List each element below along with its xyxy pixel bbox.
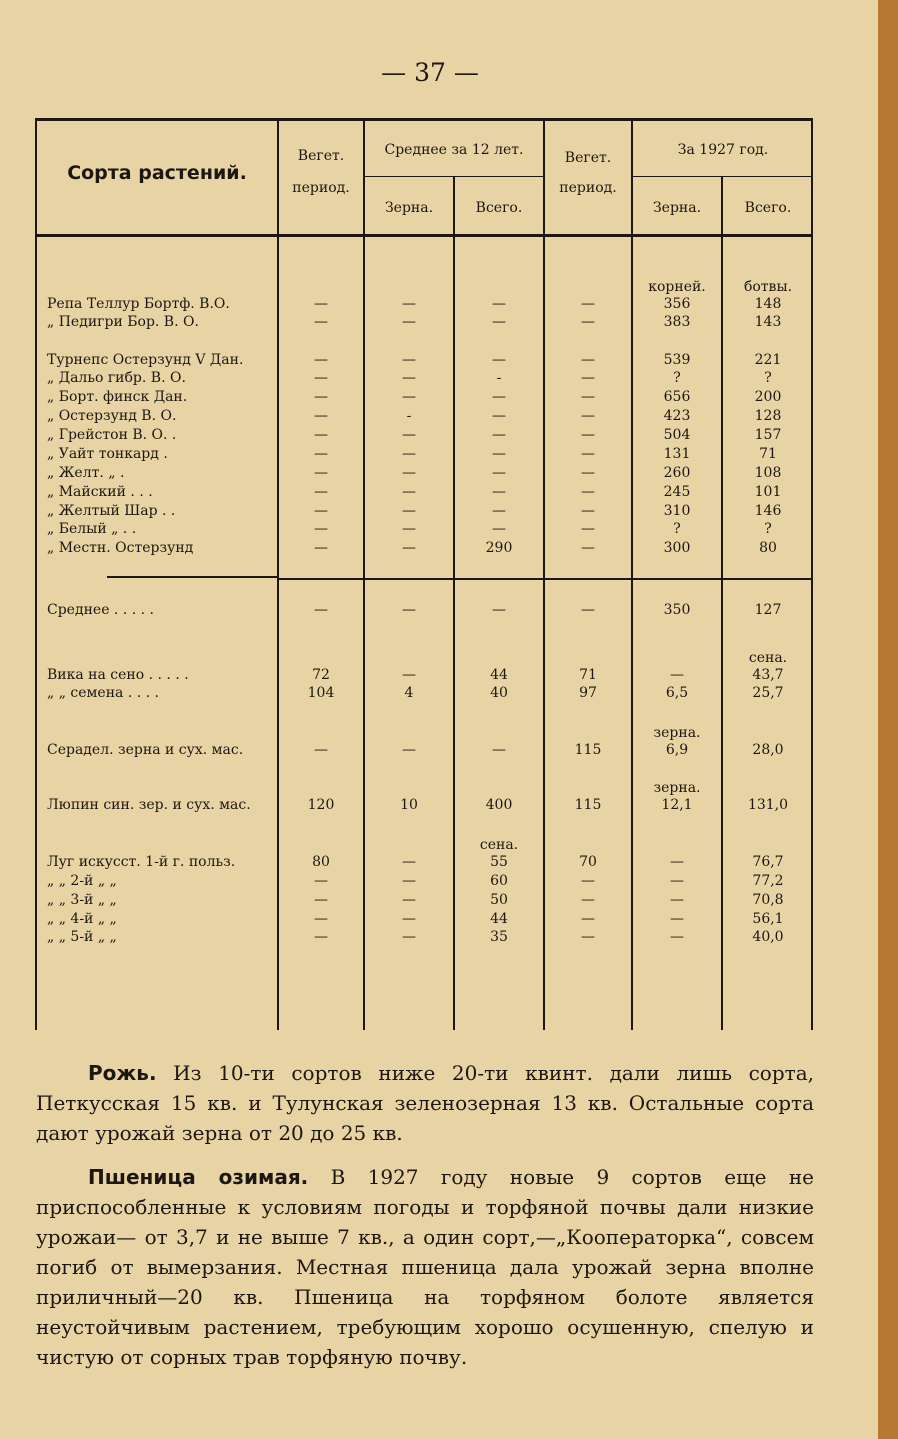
row-label-cell: „ Уайт тонкард . xyxy=(47,446,168,462)
grain-1927-cell: 423 xyxy=(663,408,691,424)
table-row xyxy=(35,666,813,685)
total-1927-cell: 76,7 xyxy=(752,854,784,870)
grain-1927-cell: 6,5 xyxy=(665,685,689,701)
veget-period-1927-cell: 97 xyxy=(579,685,597,701)
total-avg-cell: 44 xyxy=(490,911,508,927)
veget-period-1927-cell: — xyxy=(581,427,595,443)
header-grain-2: Зерна. xyxy=(652,200,702,216)
grain-avg-cell: — xyxy=(402,742,416,758)
total-avg-cell: 55 xyxy=(490,854,508,870)
header-veget-2-bottom: период. xyxy=(559,180,617,196)
total-1927-cell: 157 xyxy=(754,427,782,443)
header-veget-2 xyxy=(545,150,631,196)
total-1927-cell: 71 xyxy=(759,446,777,462)
table-row xyxy=(35,910,813,929)
header-total-2: Всего. xyxy=(744,200,792,216)
grain-avg-cell: — xyxy=(402,503,416,519)
table-row xyxy=(35,601,813,620)
grain-avg-cell: — xyxy=(402,465,416,481)
table-row xyxy=(35,445,813,464)
veget-period-avg-cell: — xyxy=(314,911,328,927)
total-avg-cell: 35 xyxy=(490,929,508,945)
header-grain-1: Зерна. xyxy=(384,200,434,216)
grain-avg-cell: — xyxy=(402,540,416,556)
veget-period-avg-cell: — xyxy=(314,352,328,368)
paragraph-lead: Рожь. xyxy=(88,1061,157,1085)
veget-period-1927-cell: — xyxy=(581,892,595,908)
veget-period-1927-cell: — xyxy=(581,314,595,330)
veget-period-1927-cell: — xyxy=(581,296,595,312)
total-avg-cell: 60 xyxy=(490,873,508,889)
veget-period-avg-cell: — xyxy=(314,602,328,618)
data-table xyxy=(35,118,813,1030)
table-row xyxy=(35,741,813,760)
total-avg-cell: — xyxy=(492,314,506,330)
grain-avg-cell: 4 xyxy=(404,685,414,701)
grain-avg-cell: — xyxy=(402,873,416,889)
grain-1927-cell: 310 xyxy=(663,503,691,519)
row-label-cell: Луг искусст. 1-й г. польз. xyxy=(47,854,236,870)
veget-period-1927-cell: — xyxy=(581,465,595,481)
grain-1927-cell: 131 xyxy=(663,446,691,462)
grain-1927-cell: — xyxy=(670,873,684,889)
veget-period-avg-cell: — xyxy=(314,427,328,443)
total-1927-cell: 28,0 xyxy=(752,742,784,758)
veget-period-avg-cell: — xyxy=(314,742,328,758)
grain-avg-cell: — xyxy=(402,370,416,386)
grain-avg-cell: — xyxy=(402,427,416,443)
grain-1927-cell: 12,1 xyxy=(661,797,693,813)
row-label-cell: „ „ 2-й „ „ xyxy=(47,873,117,889)
grain-avg-cell: — xyxy=(402,352,416,368)
total-avg-cell: 40 xyxy=(490,685,508,701)
row-label-cell: Сeрадел. зерна и сух. мас. xyxy=(47,742,244,758)
grain-1927-cell: 6,9 xyxy=(665,742,689,758)
total-1927-cell: 101 xyxy=(754,484,782,500)
grain-1927-cell: 350 xyxy=(663,602,691,618)
grain-1927-cell: 300 xyxy=(663,540,691,556)
total-1927-cell: 40,0 xyxy=(752,929,784,945)
veget-period-avg-cell: — xyxy=(314,370,328,386)
grain-avg-cell: — xyxy=(402,314,416,330)
grain-1927-cell: зерна. xyxy=(653,780,701,796)
total-avg-cell: — xyxy=(492,352,506,368)
paragraph-lead: Пшеница озимая. xyxy=(88,1165,309,1189)
grain-1927-cell: — xyxy=(670,667,684,683)
paragraph-text: В 1927 году новые 9 сортов еще не приспособленные к условиям погоды и торфяной почвы дали низкие урожаи— от 3,7 и не выше 7 кв., а один сорт,—„Кооператорка“, совсем погиб от вымерзания. Местная пшеница дала урожай зерна вполне приличный—20 кв. Пшеница на торфяном болоте является неустойчивым растением, требующим хорошо осушенную, спелую и чистую от сорных трав торфяную почву. xyxy=(36,1165,814,1369)
grain-avg-cell: — xyxy=(402,521,416,537)
header-bottom-rule xyxy=(35,234,813,237)
veget-period-avg-cell: — xyxy=(314,892,328,908)
paragraph-text: Из 10-ти сортов ниже 20-ти квинт. дали лишь сорта, Петкусская 15 кв. и Тулунская зеленозерная 13 кв. Остальные сорта дают урожай зерна от 20 до 25 кв. xyxy=(36,1061,814,1145)
table-row xyxy=(35,684,813,703)
label-column-sum-rule xyxy=(107,576,279,578)
veget-period-avg-cell: 104 xyxy=(307,685,335,701)
veget-period-1927-cell: — xyxy=(581,484,595,500)
row-label-cell: „ „ 4-й „ „ xyxy=(47,911,117,927)
table-row xyxy=(35,426,813,445)
total-1927-cell: сена. xyxy=(748,650,788,666)
table-row xyxy=(35,388,813,407)
veget-period-1927-cell: 115 xyxy=(574,742,602,758)
table-row xyxy=(35,502,813,521)
total-1927-cell: 128 xyxy=(754,408,782,424)
total-avg-cell: — xyxy=(492,408,506,424)
table-row xyxy=(35,891,813,910)
total-avg-cell: — xyxy=(492,742,506,758)
total-1927-cell: 77,2 xyxy=(752,873,784,889)
row-label-cell: „ Желт. „ . xyxy=(47,465,125,481)
veget-period-1927-cell: — xyxy=(581,370,595,386)
grain-1927-cell: ? xyxy=(673,521,681,537)
table-row xyxy=(35,796,813,815)
total-avg-cell: — xyxy=(492,296,506,312)
total-1927-cell: 80 xyxy=(759,540,777,556)
grain-avg-cell: 10 xyxy=(400,797,418,813)
paragraph-winter-wheat xyxy=(36,1162,814,1372)
table-row xyxy=(35,369,813,388)
veget-period-1927-cell: — xyxy=(581,503,595,519)
grain-avg-cell: — xyxy=(402,911,416,927)
table-row xyxy=(35,407,813,426)
header-veget-1-top: Вегет. xyxy=(297,148,345,164)
veget-period-avg-cell: — xyxy=(314,314,328,330)
text-body xyxy=(36,1058,814,1386)
table-row xyxy=(35,520,813,539)
veget-period-avg-cell: — xyxy=(314,540,328,556)
grain-1927-cell: корней. xyxy=(648,279,706,295)
veget-period-1927-cell: — xyxy=(581,929,595,945)
total-avg-cell: 400 xyxy=(485,797,513,813)
veget-period-1927-cell: — xyxy=(581,540,595,556)
total-avg-cell: 50 xyxy=(490,892,508,908)
row-label-cell: „ Педигри Бор. В. О. xyxy=(47,314,199,330)
total-avg-cell: 290 xyxy=(485,540,513,556)
veget-period-avg-cell: — xyxy=(314,446,328,462)
total-avg-cell: — xyxy=(492,503,506,519)
total-1927-cell: 143 xyxy=(754,314,782,330)
veget-period-avg-cell: — xyxy=(314,465,328,481)
total-avg-cell: — xyxy=(492,602,506,618)
grain-1927-cell: — xyxy=(670,892,684,908)
grain-avg-cell: — xyxy=(402,296,416,312)
grain-1927-cell: — xyxy=(670,929,684,945)
paragraph-rye xyxy=(36,1058,814,1148)
total-1927-cell: ? xyxy=(764,521,772,537)
table-top-rule xyxy=(35,118,813,121)
grain-avg-cell: — xyxy=(402,446,416,462)
veget-period-avg-cell: — xyxy=(314,296,328,312)
total-avg-cell: — xyxy=(492,427,506,443)
veget-period-1927-cell: 70 xyxy=(579,854,597,870)
veget-period-1927-cell: — xyxy=(581,352,595,368)
row-label-cell: Люпин син. зер. и сух. мас. xyxy=(47,797,251,813)
total-1927-cell: 25,7 xyxy=(752,685,784,701)
header-1927: За 1927 год. xyxy=(677,142,769,158)
sum-rule xyxy=(279,578,813,580)
row-label-cell: „ Борт. финск Дан. xyxy=(47,389,188,405)
veget-period-1927-cell: 71 xyxy=(579,667,597,683)
row-label-cell: „ Желтый Шар . . xyxy=(47,503,176,519)
total-avg-cell: 44 xyxy=(490,667,508,683)
total-1927-cell: 146 xyxy=(754,503,782,519)
veget-period-1927-cell: — xyxy=(581,408,595,424)
veget-period-1927-cell: — xyxy=(581,911,595,927)
veget-period-1927-cell: — xyxy=(581,873,595,889)
grain-1927-cell: 504 xyxy=(663,427,691,443)
grain-1927-cell: — xyxy=(670,911,684,927)
grain-1927-cell: 383 xyxy=(663,314,691,330)
grain-1927-cell: 539 xyxy=(663,352,691,368)
table-row xyxy=(35,853,813,872)
veget-period-avg-cell: 80 xyxy=(312,854,330,870)
row-label-cell: Вика на сено . . . . . xyxy=(47,667,189,683)
total-avg-cell: — xyxy=(492,446,506,462)
table-row xyxy=(35,313,813,332)
grain-avg-cell: — xyxy=(402,484,416,500)
total-1927-cell: 200 xyxy=(754,389,782,405)
veget-period-avg-cell: — xyxy=(314,484,328,500)
total-avg-cell: сена. xyxy=(479,837,519,853)
table-row xyxy=(35,928,813,947)
grain-avg-cell: — xyxy=(402,602,416,618)
total-avg-cell: — xyxy=(492,389,506,405)
table-row xyxy=(35,351,813,370)
veget-period-1927-cell: 115 xyxy=(574,797,602,813)
veget-period-avg-cell: — xyxy=(314,408,328,424)
grain-avg-cell: - xyxy=(406,408,412,424)
header-veget-1 xyxy=(279,148,363,196)
row-label-cell: Среднее . . . . . xyxy=(47,602,154,618)
grain-1927-cell: 245 xyxy=(663,484,691,500)
veget-period-avg-cell: 120 xyxy=(307,797,335,813)
total-1927-cell: 108 xyxy=(754,465,782,481)
header-varieties: Сорта растений. xyxy=(67,162,247,184)
veget-period-avg-cell: — xyxy=(314,929,328,945)
grain-1927-cell: зерна. xyxy=(653,725,701,741)
total-1927-cell: 70,8 xyxy=(752,892,784,908)
table-row xyxy=(35,539,813,558)
total-avg-cell: — xyxy=(492,484,506,500)
grain-1927-cell: 656 xyxy=(663,389,691,405)
veget-period-avg-cell: — xyxy=(314,503,328,519)
row-label-cell: „ Белый „ . . xyxy=(47,521,137,537)
grain-1927-cell: 260 xyxy=(663,465,691,481)
total-1927-cell: 148 xyxy=(754,296,782,312)
total-1927-cell: 43,7 xyxy=(752,667,784,683)
total-1927-cell: 56,1 xyxy=(752,911,784,927)
row-label-cell: „ Дальо гибр. В. О. xyxy=(47,370,186,386)
header-subdivider-rule xyxy=(633,176,813,177)
veget-period-1927-cell: — xyxy=(581,446,595,462)
veget-period-avg-cell: — xyxy=(314,521,328,537)
page-number: — 37 — xyxy=(381,58,479,87)
header-avg-12: Среднее за 12 лет. xyxy=(384,142,524,158)
row-label-cell: „ „ 5-й „ „ xyxy=(47,929,117,945)
veget-period-avg-cell: — xyxy=(314,389,328,405)
table-row xyxy=(35,464,813,483)
grain-avg-cell: — xyxy=(402,667,416,683)
grain-1927-cell: ? xyxy=(673,370,681,386)
grain-avg-cell: — xyxy=(402,854,416,870)
total-avg-cell: — xyxy=(492,521,506,537)
page-edge xyxy=(878,0,898,1439)
total-1927-cell: ботвы. xyxy=(743,279,793,295)
total-avg-cell: — xyxy=(492,465,506,481)
row-label-cell: „ „ семена . . . . xyxy=(47,685,159,701)
row-label-cell: Турнепс Остерзунд V Дан. xyxy=(47,352,244,368)
row-label-cell: „ „ 3-й „ „ xyxy=(47,892,117,908)
veget-period-avg-cell: 72 xyxy=(312,667,330,683)
row-label-cell: „ Грейстон В. О. . xyxy=(47,427,177,443)
total-1927-cell: 131,0 xyxy=(747,797,789,813)
total-1927-cell: ? xyxy=(764,370,772,386)
header-veget-2-top: Вегет. xyxy=(564,150,612,166)
veget-period-1927-cell: — xyxy=(581,521,595,537)
row-label-cell: Репа Теллур Бортф. В.О. xyxy=(47,296,230,312)
total-1927-cell: 221 xyxy=(754,352,782,368)
grain-avg-cell: — xyxy=(402,892,416,908)
header-total-1: Всего. xyxy=(475,200,523,216)
grain-1927-cell: 356 xyxy=(663,296,691,312)
row-label-cell: „ Майский . . . xyxy=(47,484,153,500)
table-row xyxy=(35,295,813,314)
table-row xyxy=(35,872,813,891)
header-veget-1-bottom: период. xyxy=(292,180,350,196)
grain-1927-cell: — xyxy=(670,854,684,870)
grain-avg-cell: — xyxy=(402,929,416,945)
row-label-cell: „ Остерзунд В. О. xyxy=(47,408,177,424)
grain-avg-cell: — xyxy=(402,389,416,405)
table-row xyxy=(35,483,813,502)
veget-period-1927-cell: — xyxy=(581,389,595,405)
total-1927-cell: 127 xyxy=(754,602,782,618)
total-avg-cell: - xyxy=(496,370,502,386)
veget-period-avg-cell: — xyxy=(314,873,328,889)
veget-period-1927-cell: — xyxy=(581,602,595,618)
row-label-cell: „ Местн. Остерзунд xyxy=(47,540,194,556)
